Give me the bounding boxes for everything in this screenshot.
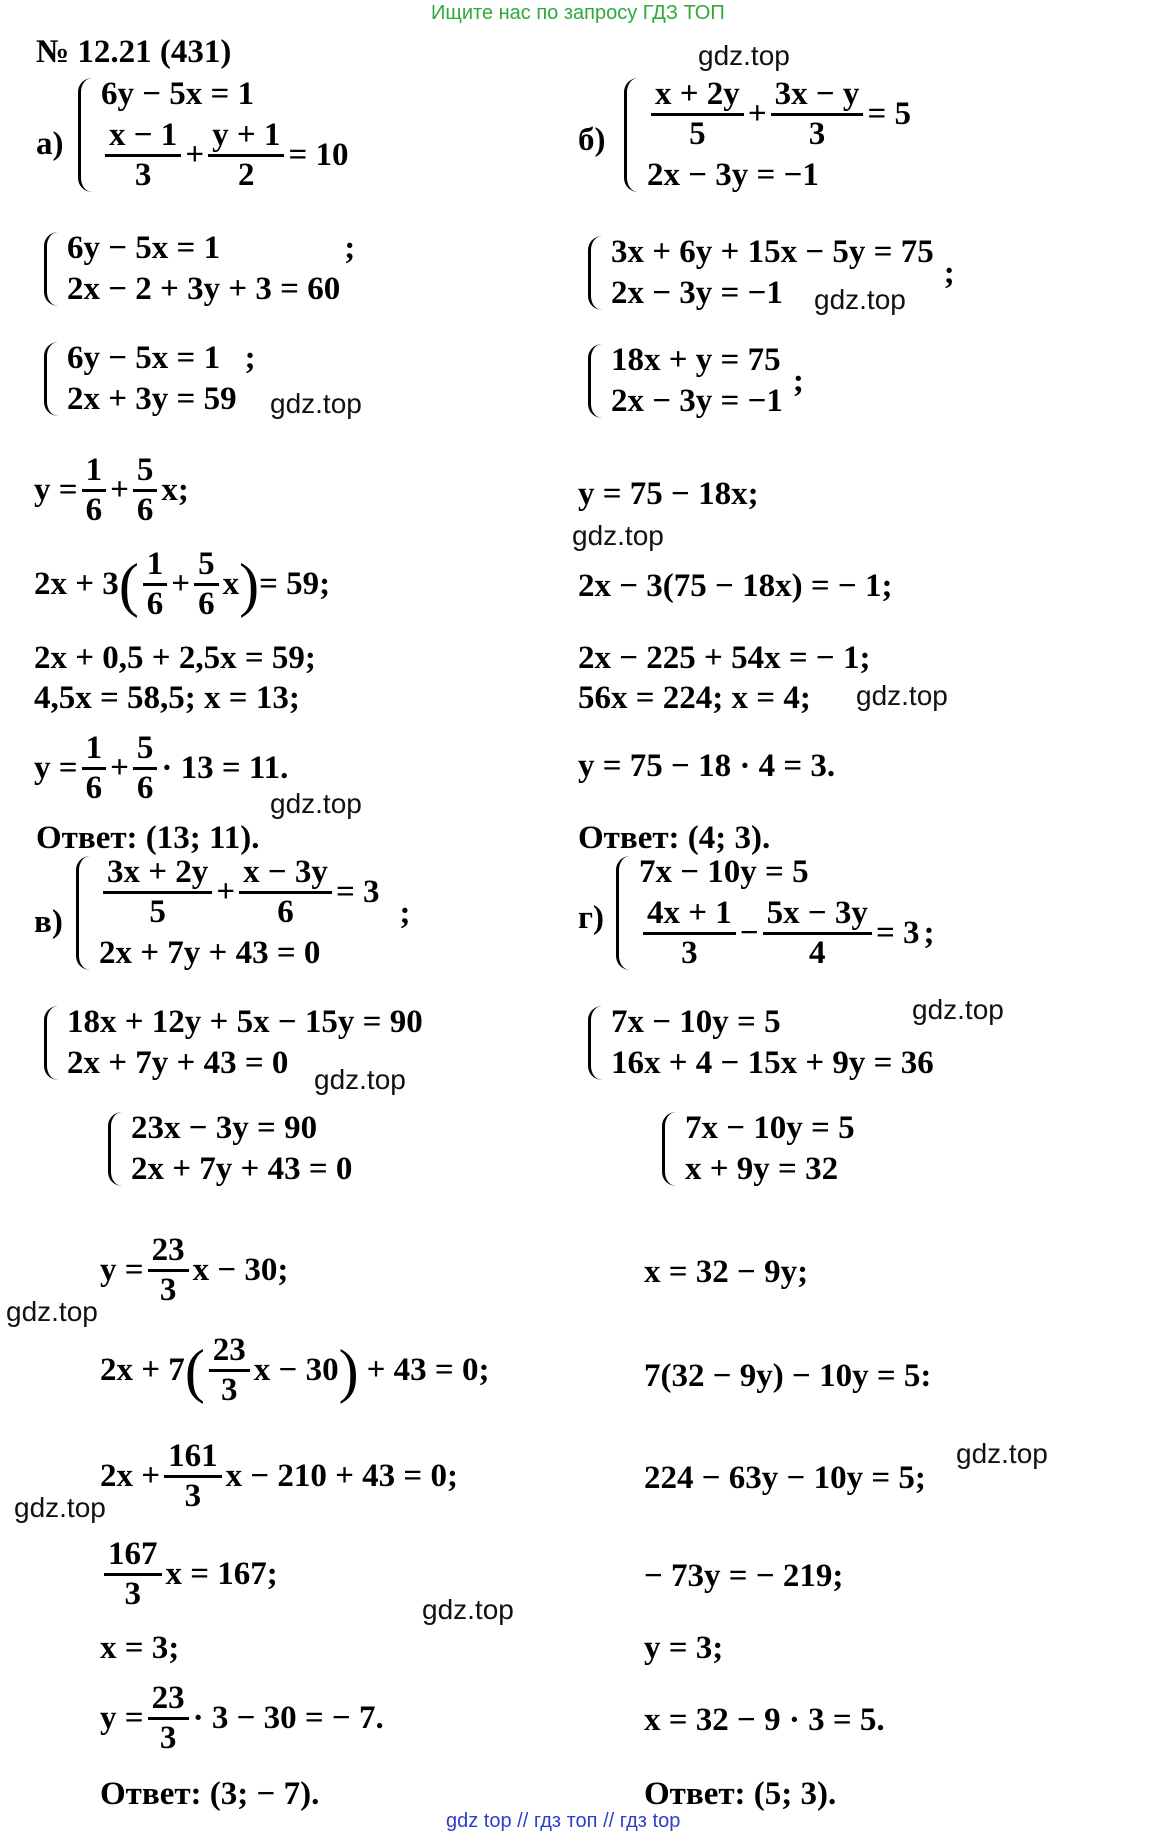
- part-v-answer: Ответ: (3; − 7).: [100, 1776, 320, 1812]
- part-a-system-3: 6y − 5x = 1 2x + 3y = 59 ;: [44, 342, 256, 416]
- part-b-line: 56x = 224; x = 4;: [578, 680, 811, 716]
- part-a-system: [78, 78, 349, 192]
- fraction: $\frac{x - 1}{3}$: [105, 119, 181, 192]
- equation: 3x + 6y + 15x − 5y = 75: [611, 234, 934, 270]
- equation: 6y − 5x = 1: [101, 76, 255, 112]
- watermark: gdz.top: [14, 1492, 106, 1523]
- part-b-system-3: 18x + y = 75 2x − 3y = −1 ;: [588, 344, 804, 418]
- problem-title: № 12.21 (431): [36, 34, 232, 70]
- part-g-line: 224 − 63y − 10y = 5;: [644, 1460, 926, 1496]
- part-a-system-2: 6y − 5x = 1 2x − 2 + 3y + 3 = 60 ;: [44, 232, 355, 306]
- part-g-line: x = 32 − 9 · 3 = 5.: [644, 1702, 885, 1738]
- part-v-y-expression: y = $\frac{23}{3}$ x − 30;: [100, 1232, 289, 1308]
- equation: x + 9y = 32: [685, 1151, 839, 1187]
- equation: 6y − 5x = 1: [67, 230, 221, 266]
- watermark: gdz.top: [270, 388, 362, 419]
- part-g-system: [616, 856, 935, 970]
- brace: [78, 78, 95, 192]
- top-banner: Ищите нас по запросу ГДЗ ТОП: [431, 2, 725, 24]
- part-b-line: 2x − 3(75 − 18x) = − 1;: [578, 568, 893, 604]
- equation: $\frac{x + 2y}{5}$ + $\frac{3x - y}{3}$ = 5: [647, 78, 911, 151]
- watermark: gdz.top: [314, 1064, 406, 1095]
- part-g-line: 7(32 − 9y) − 10y = 5:: [644, 1358, 932, 1394]
- part-v-substitution: 2x + 7 ( $\frac{23}{3}$ x − 30 ) + 43 = 0;: [100, 1332, 490, 1408]
- part-g-line: y = 3;: [644, 1630, 724, 1666]
- part-v-line: 2x + $\frac{161}{3}$ x − 210 + 43 = 0;: [100, 1438, 458, 1514]
- watermark: gdz.top: [270, 788, 362, 819]
- equation: 7x − 10y = 5: [639, 854, 809, 890]
- watermark: gdz.top: [698, 40, 790, 71]
- part-b-line: y = 75 − 18 · 4 = 3.: [578, 748, 836, 784]
- part-v-system-3: [108, 1112, 352, 1186]
- part-g-line: x = 32 − 9y;: [644, 1254, 809, 1290]
- part-a-y-final: y = $\frac{1}{6}$ + $\frac{5}{6}$ · 13 = 11.: [34, 730, 289, 806]
- part-b-system-2: 3x + 6y + 15x − 5y = 75 2x − 3y = −1 ;: [588, 236, 955, 310]
- watermark: gdz.top: [956, 1438, 1048, 1469]
- part-g-system-3: [662, 1112, 855, 1186]
- part-g-system-2: [588, 1006, 934, 1080]
- equation: 18x + 12y + 5x − 15y = 90: [67, 1004, 423, 1040]
- equation: 2x + 7y + 43 = 0: [99, 935, 321, 971]
- part-g-line: − 73y = − 219;: [644, 1558, 844, 1594]
- equation: 2x − 3y = −1: [647, 157, 819, 193]
- part-v-label: в): [34, 904, 63, 940]
- equation: $\frac{x - 1}{3}$ + $\frac{y + 1}{2}$ = 10: [101, 119, 349, 192]
- part-a-substitution: 2x + 3 ( $\frac{1}{6}$ + $\frac{5}{6}$ x ) = 59;: [34, 546, 331, 622]
- part-a-label: а): [36, 126, 64, 162]
- part-a-y-expression: y = $\frac{1}{6}$ + $\frac{5}{6}$ x;: [34, 452, 189, 528]
- equation: 23x − 3y = 90: [131, 1110, 318, 1146]
- equation: 2x + 7y + 43 = 0: [67, 1045, 289, 1081]
- part-b-line: y = 75 − 18x;: [578, 476, 759, 512]
- footer-links[interactable]: gdz top // гдз топ // гдз top: [446, 1810, 681, 1832]
- part-b-system: [624, 78, 911, 192]
- part-v-line: x = 3;: [100, 1630, 180, 1666]
- watermark: gdz.top: [422, 1594, 514, 1625]
- part-v-system: $\frac{3x + 2y}{5}$ + $\frac{x - 3y}{6}$ = 3 2x + 7y + 43 = 0 ;: [76, 856, 411, 970]
- part-v-line: $\frac{167}{3}$ x = 167;: [100, 1538, 278, 1611]
- equation: 2x − 3y = −1: [611, 275, 783, 311]
- equation: 7x − 10y = 5: [611, 1004, 781, 1040]
- part-b-line: 2x − 225 + 54x = − 1;: [578, 640, 871, 676]
- watermark: gdz.top: [912, 994, 1004, 1025]
- equation: $\frac{4x + 1}{3}$ − $\frac{5x - 3y}{4}$ = 3 ;: [639, 897, 935, 970]
- part-g-label: г): [578, 900, 604, 936]
- part-g-answer: Ответ: (5; 3).: [644, 1776, 837, 1812]
- equation: 2x − 3y = −1: [611, 383, 783, 419]
- equation: $\frac{3x + 2y}{5}$ + $\frac{x - 3y}{6}$ = 3: [99, 856, 380, 929]
- part-b-answer: Ответ: (4; 3).: [578, 820, 771, 856]
- part-b-label: б): [578, 122, 606, 158]
- watermark: gdz.top: [814, 284, 906, 315]
- equation: 18x + y = 75: [611, 342, 781, 378]
- equation: 16x + 4 − 15x + 9y = 36: [611, 1045, 934, 1081]
- part-a-line: 4,5x = 58,5; x = 13;: [34, 680, 300, 716]
- part-a-answer: Ответ: (13; 11).: [36, 820, 260, 856]
- equation: 6y − 5x = 1: [67, 340, 221, 376]
- watermark: gdz.top: [572, 520, 664, 551]
- equation: 7x − 10y = 5: [685, 1110, 855, 1146]
- equation: 2x + 7y + 43 = 0: [131, 1151, 353, 1187]
- fraction: $\frac{y + 1}{2}$: [208, 119, 284, 192]
- part-a-line: 2x + 0,5 + 2,5x = 59;: [34, 640, 316, 676]
- watermark: gdz.top: [6, 1296, 98, 1327]
- equation: 2x + 3y = 59: [67, 381, 237, 417]
- equation: 2x − 2 + 3y + 3 = 60: [67, 271, 341, 307]
- part-v-y-final: y = $\frac{23}{3}$ · 3 − 30 = − 7.: [100, 1680, 384, 1756]
- watermark: gdz.top: [856, 680, 948, 711]
